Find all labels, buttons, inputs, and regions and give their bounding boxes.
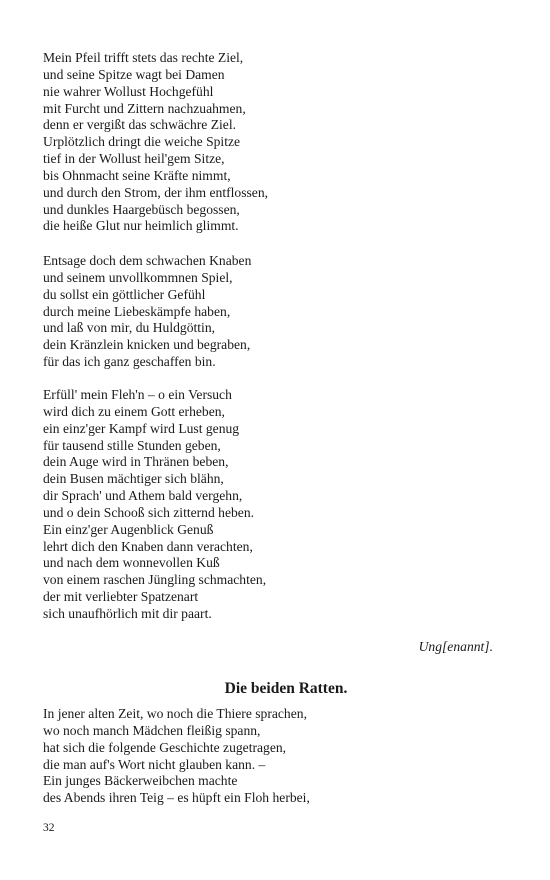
verse-line: und seinem unvollkommnen Spiel, [43, 269, 233, 285]
verse-line: durch meine Liebeskämpfe haben, [43, 303, 231, 319]
verse-line: denn er vergißt das schwächre Ziel. [43, 117, 237, 133]
verse-line: dir Sprach' und Athem bald vergehn, [43, 488, 243, 504]
verse-line: und durch den Strom, der ihm entflossen, [43, 184, 269, 200]
verse-line: Entsage doch dem schwachen Knaben [43, 253, 252, 268]
stanza-3 [43, 387, 266, 623]
stanza-2 [43, 253, 251, 371]
verse-line: Urplötzlich dringt die weiche Spitze [43, 134, 241, 150]
verse-line: von einem raschen Jüngling schmachten, [43, 572, 267, 588]
verse-line: mit Furcht und Zittern nachzuahmen, [43, 100, 246, 116]
verse-line: tief in der Wollust heil'gem Sitze, [43, 151, 225, 167]
verse-line: lehrt dich den Knaben dann verachten, [43, 538, 253, 554]
verse-line: dein Busen mächtiger sich blähn, [43, 471, 224, 487]
verse-line: wird dich zu einem Gott erheben, [43, 403, 225, 419]
poem-opening-stanza [43, 706, 310, 807]
verse-line: die heiße Glut nur heimlich glimmt. [43, 218, 239, 234]
verse-line: nie wahrer Wollust Hochgefühl [43, 83, 214, 99]
verse-line: ein einz'ger Kampf wird Lust genug [43, 420, 240, 436]
verse-line: für tausend stille Stunden geben, [43, 437, 221, 453]
verse-line: Mein Pfeil trifft stets das rechte Ziel, [43, 50, 244, 65]
verse-line: Ein einz'ger Augenblick Genuß [43, 521, 214, 537]
author-attribution: Ung[enannt]. [418, 639, 493, 654]
stanza-1 [43, 50, 268, 235]
verse-line: wo noch manch Mädchen fleißig spann, [43, 722, 261, 738]
verse-line: bis Ohnmacht seine Kräfte nimmt, [43, 167, 231, 183]
verse-line: dein Kränzlein knicken und begraben, [43, 337, 251, 353]
verse-line: dein Auge wird in Thränen beben, [43, 454, 229, 470]
verse-line: und nach dem wonnevollen Kuß [43, 555, 220, 571]
verse-line: Erfüll' mein Fleh'n – o ein Versuch [43, 387, 232, 402]
verse-line: der mit verliebter Spatzenart [43, 589, 199, 605]
verse-line: für das ich ganz geschaffen bin. [43, 354, 216, 370]
verse-line: sich unaufhörlich mit dir paart. [43, 605, 212, 621]
verse-line: und o dein Schooß sich zitternd heben. [43, 504, 255, 520]
verse-line: und laß von mir, du Huldgöttin, [43, 320, 216, 336]
poem-title: Die beiden Ratten. [224, 680, 348, 697]
verse-line: die man auf's Wort nicht glauben kann. – [43, 756, 266, 772]
verse-line: Ein junges Bäckerweibchen machte [43, 773, 238, 789]
verse-line: hat sich die folgende Geschichte zugetragen, [43, 739, 287, 755]
verse-line: du sollst ein göttlicher Gefühl [43, 286, 206, 302]
verse-line: des Abends ihren Teig – es hüpft ein Floh herbei, [43, 790, 310, 806]
verse-line: und dunkles Haargebüsch begossen, [43, 201, 240, 217]
verse-line: und seine Spitze wagt bei Damen [43, 66, 225, 82]
verse-line: In jener alten Zeit, wo noch die Thiere sprachen, [43, 706, 307, 721]
page-number: 32 [43, 822, 55, 834]
